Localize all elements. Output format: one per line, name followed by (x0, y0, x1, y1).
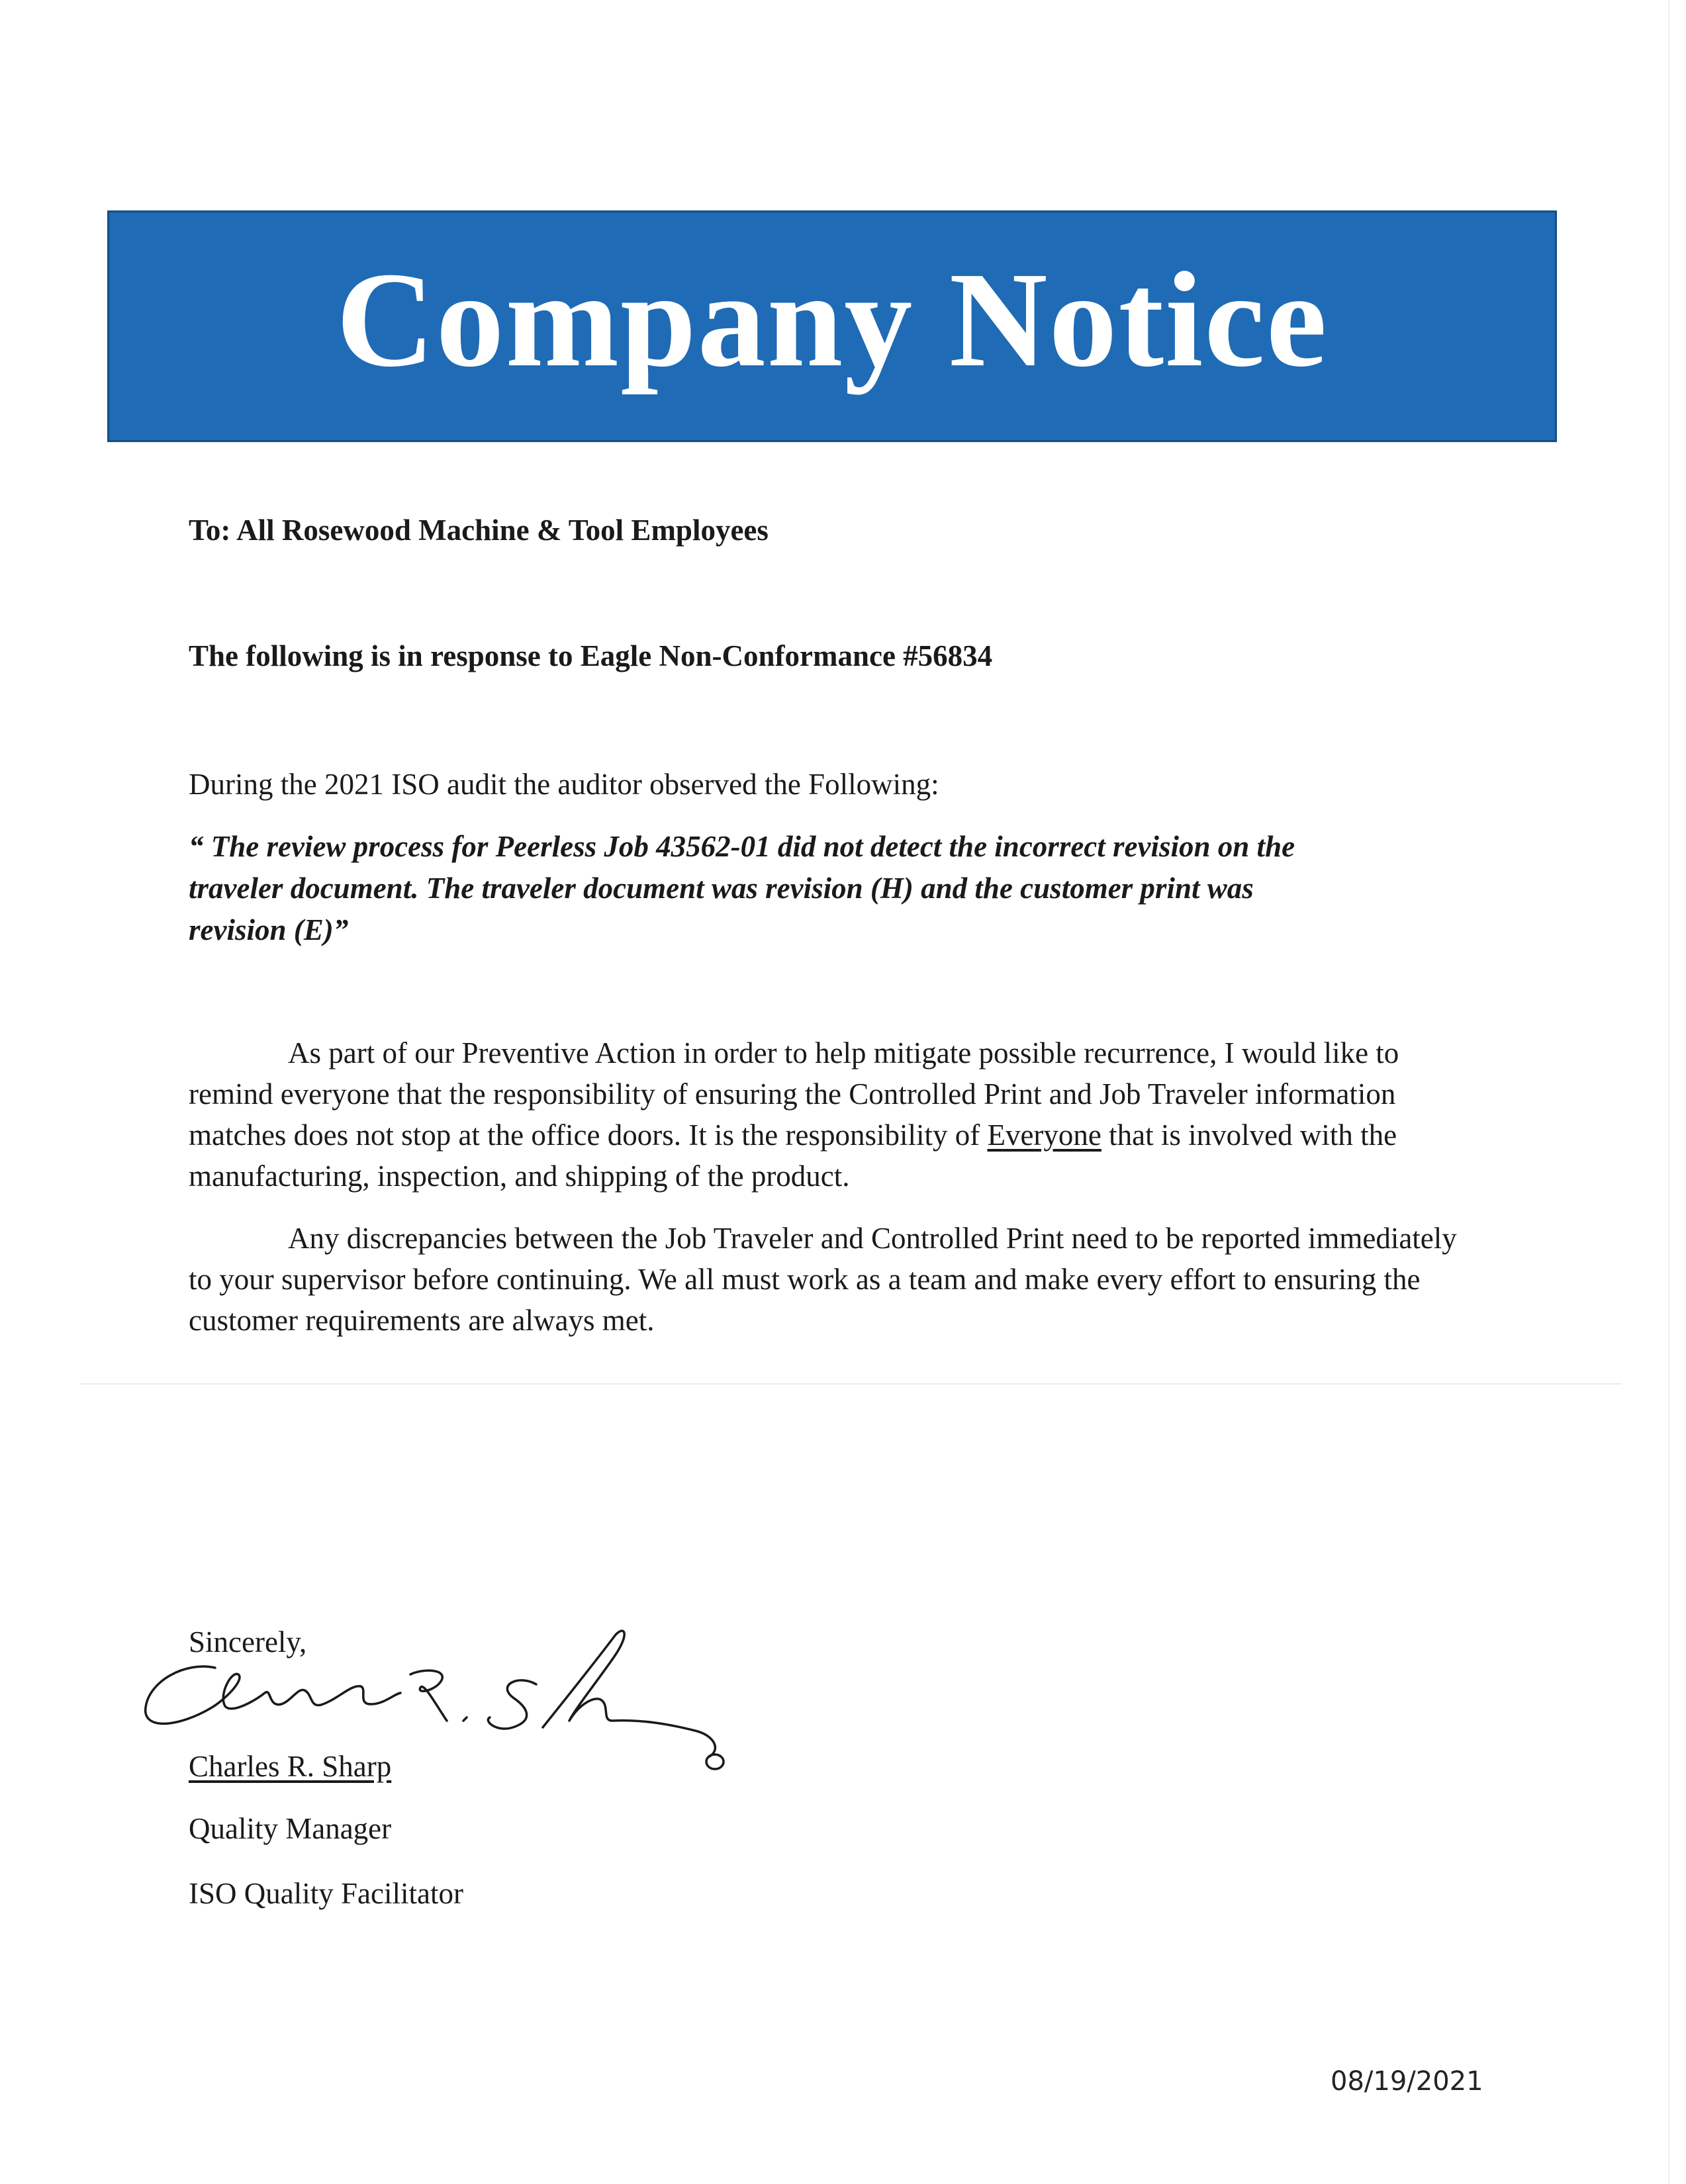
quote-line: revision (E)” (189, 913, 349, 946)
to-line: To: All Rosewood Machine & Tool Employees (189, 514, 769, 547)
signer-title: Quality Manager (189, 1812, 392, 1845)
paragraph1-text: As part of our Preventive Action in order to help mitigate possible recurrence, I would like to remind everyone that the responsibility of ensuring the Controlled Print and Job Traveler information matches does not stop at the office doors. It is the responsibility of (189, 1036, 1399, 1152)
signer-role: ISO Quality Facilitator (189, 1877, 463, 1910)
paragraph1-text-end: that is involved with the manufacturing, inspection, and shipping of the product. (189, 1118, 1397, 1193)
scan-edge-line (1668, 0, 1669, 2184)
footer-date: 08/19/2021 (1331, 2066, 1483, 2097)
banner-title: Company Notice (336, 244, 1329, 395)
salutation: Sincerely, (189, 1625, 307, 1659)
signer-name: Charles R. Sharp (189, 1750, 392, 1783)
auditor-quote (189, 826, 1486, 951)
intro-line: During the 2021 ISO audit the auditor observed the Following: (189, 768, 939, 801)
paragraph-discrepancies: Any discrepancies between the Job Traveler and Controlled Print need to be reported immediately to your supervisor before continuing. We all must work as a team and make every effort to ensuring the customer requirements are always met. (189, 1222, 1457, 1337)
everyone-emphasis: Everyone (987, 1118, 1101, 1152)
paragraph-preventive-action (189, 1032, 1486, 1197)
scan-fold-line (79, 1383, 1622, 1385)
quote-line: traveler document. The traveler document was revision (H) and the customer print was (189, 872, 1254, 905)
company-notice-banner (107, 210, 1557, 442)
subject-line: The following is in response to Eagle Non-Conformance #56834 (189, 639, 993, 672)
quote-line: “ The review process for Peerless Job 43562-01 did not detect the incorrect revision on the (189, 830, 1295, 863)
